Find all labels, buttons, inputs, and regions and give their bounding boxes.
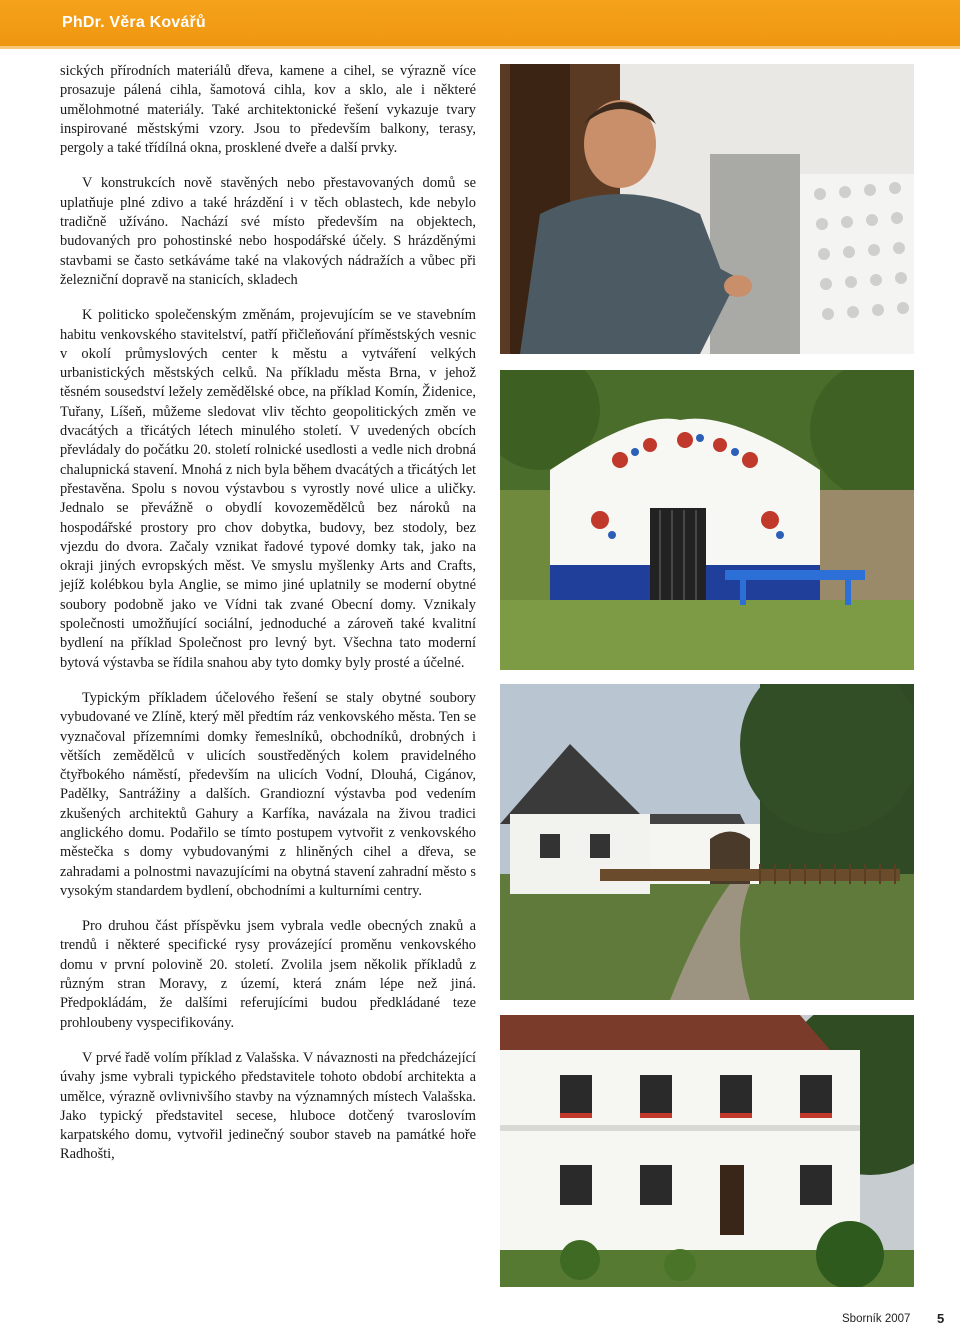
page-number: 5 bbox=[937, 1311, 945, 1326]
article-paragraph: Pro druhou část příspěvku jsem vybrala vedle obecných znaků a trendů i některé specifické rysy provázející proměnu venkovského domu v první polovině 20. století. Zvolila jsem několik příkladů z různým stran Moravy, z území, která znám lépe než jiná. Předpokládám, že dalšími referujícími budou předkládané teze prohloubeny vyspecifikovány. bbox=[60, 918, 476, 1031]
article-text bbox=[60, 62, 476, 1181]
photo-plastering-worker bbox=[500, 64, 914, 354]
article-paragraph: V prvé řadě volím příklad z Valašska. V návaznosti na předcházející úvahy jsme vybrali typického představitele tohoto období architekta a umělce, výrazně ovlivnivšího stavby na významných místech Valašska. Jako typický představitel secese, hluboce dotčený tvaroslovím karpatského domu, vytvořil jedinečný soubor staveb na památké hoře Radhošti, bbox=[60, 1049, 476, 1163]
white-house-photo-graphic bbox=[500, 1015, 914, 1287]
plastering-photo-graphic bbox=[500, 64, 914, 354]
publication-title: Sborník 2007 bbox=[842, 1313, 911, 1325]
article-paragraph: K politicko společenským změnám, projevujícím se ve stavebním habitu venkovského stavitelství, patří přičleňování příměstských vesnic v okolí průmyslových center k městu a vytváření velkých urbanistických městských celků. Na příkladu města Brna, v jehož těsném sousedství ležely zemědělské obce, na příklad Komín, Židenice, Tuřany, Líšeň, můžeme sledovat vliv těchto geopolitických změn ve dvacátých a třicátých létech minulého století. V uvedených obcích převládaly do počátku 20. století rolnické usedlosti a vedle nich drobná chalupnická stavení. Mnohá z nich byla během dvacátých a třicátých let přestavěna. Spolu s novou výstavbou s vyrostly nové ulice a uličky. Jednalo se převážně o obydlí kovozemědělců bez nároků na hospodářské prostory pro chov dobytka, budovy, bez stodoly, bez vjezdu do dvora. Začaly vznikat řadové typové domky tak, jako na okraji jiných evropských měst. Ve smyslu myšlenky Arts and Crafts, jejíž kolébkou byla Anglie, se mimo jiné uplatnily se moderní obytné soubory podobně jako ve Vídni tak zvané Obecní domy. Vznikaly společnosti umožňující sociální, jednoduché a zároveň také kvalitní bydlení na příklad Společnost pro levný byt. Všechna tato moderní bytová výstavba se řídila snahou aby tyto domky byly prosté a účelné. bbox=[60, 307, 476, 671]
photo-painted-wine-cellar bbox=[500, 370, 914, 670]
photo-farmhouse-with-gate bbox=[500, 684, 914, 1000]
article-paragraph: Typickým příkladem účelového řešení se staly obytné soubory vybudované ve Zlíně, který měl předtím ráz venkovského města. Ten se vyznačoval přízemními domky řemeslníků, obchodníků, drobných i větších zemědělců v ulicích soustředěných kolem pravidelného čtyřbokého náměstí, především na ulicích Vodní, Dlouhá, Cigánov, Padělky, Santrážiny a dalších. Grandiozní výstavba pod vedením zkušených architektů Gahury a Karfíka, navázala na živou tradici anglického domu. Podařilo se tímto postupem vytvořit z venkovského městečka s domy vybudovanými z hliněných cihel a dřeva, se zahradami a polnostmi navazujícími na obytná stavení zahradní město s vysokým standardem bydlení, obchodními a kulturními centry. bbox=[60, 689, 476, 899]
photo-white-two-storey-house bbox=[500, 1015, 914, 1287]
farmhouse-photo-graphic bbox=[500, 684, 914, 1000]
header-bar bbox=[0, 0, 960, 49]
article-paragraph: sických přírodních materiálů dřeva, kamene a cihel, se výrazně více prosazuje pálená cihla, šamotová cihla, kov a sklo, ale i některé umělohmotné materiály. Také architektonické řešení vykazuje tvary inspirované městskými vzory. Jsou to především balkony, terasy, pergoly a také třídílná okna, prosklené dveře a další prvky. bbox=[60, 63, 476, 157]
article-paragraph: V konstrukcích nově stavěných nebo přestavovaných domů se uplatňuje plné zdivo a také hrázdění i v těch oblastech, kde nebylo tradičně užíváno. Nachází své místo především na objektech, budovaných pro pohostinské nebo hospodářské účely. S hrázděnými stavbami se často setkáváme také na vlakových nádražích a vůbec při železniční dopravě na stanicích, skladech bbox=[60, 175, 476, 288]
wine-cellar-photo-graphic bbox=[500, 370, 914, 670]
author-name: PhDr. Věra Kovářů bbox=[62, 14, 206, 31]
